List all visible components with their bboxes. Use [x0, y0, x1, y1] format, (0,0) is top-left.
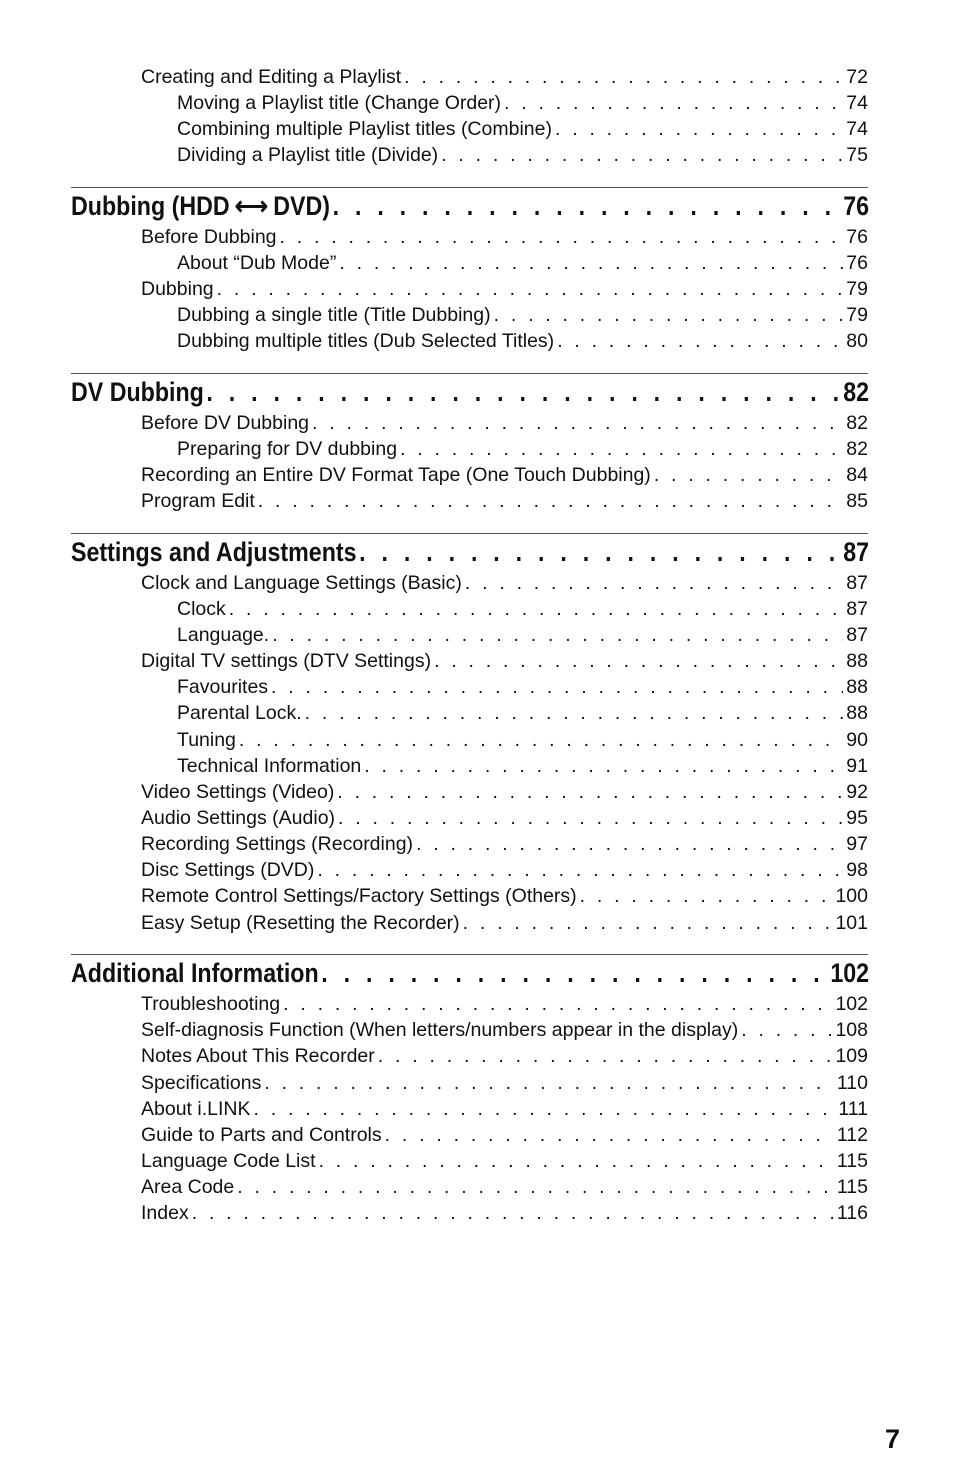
page-ref: 115 — [836, 1176, 868, 1198]
toc-subentry[interactable] — [177, 674, 868, 700]
page-ref: 76 — [846, 252, 868, 274]
dot-leader — [338, 805, 843, 831]
page-ref: 79 — [846, 278, 868, 300]
page-ref: 102 — [835, 993, 868, 1015]
toc-subentry[interactable] — [177, 596, 868, 622]
entry-title: Remote Control Settings/Factory Settings (Others) — [141, 885, 577, 907]
entry-title: Self-diagnosis Function (When letters/numbers appear in the display) — [141, 1019, 739, 1041]
entry-title: Clock and Language Settings (Basic) — [141, 572, 462, 594]
toc-subentry[interactable] — [177, 250, 868, 276]
toc-entry[interactable] — [141, 276, 868, 302]
entry-title: Video Settings (Video) — [141, 781, 335, 803]
dot-leader — [404, 64, 843, 90]
toc-entry[interactable] — [141, 570, 868, 596]
entry-title: Language. — [177, 624, 270, 646]
entry-title: Clock — [177, 598, 226, 620]
dot-leader — [319, 1148, 834, 1174]
toc-entry[interactable] — [141, 648, 868, 674]
page-ref: 111 — [838, 1098, 868, 1120]
entry-title: Troubleshooting — [141, 993, 281, 1015]
page-ref: 85 — [846, 490, 868, 512]
toc-subentry[interactable] — [177, 700, 868, 726]
toc-subentry[interactable] — [177, 90, 868, 116]
page-ref: 98 — [846, 859, 868, 881]
dot-leader — [321, 953, 827, 993]
toc-entry[interactable] — [141, 224, 868, 250]
page-number: 7 — [884, 1424, 900, 1454]
toc-subentry[interactable] — [177, 302, 868, 328]
dot-leader — [465, 570, 843, 596]
toc-entry[interactable] — [141, 805, 868, 831]
entry-title: Program Edit — [141, 490, 255, 512]
entry-title: Dividing a Playlist title (Divide) — [177, 144, 439, 166]
page-ref: 76 — [843, 191, 870, 221]
dot-leader — [333, 186, 841, 226]
section-title-part: DVD) — [273, 191, 331, 221]
page-ref: 112 — [836, 1124, 868, 1146]
dot-leader — [741, 1017, 832, 1043]
entry-title: Specifications — [141, 1072, 262, 1094]
toc-section-heading[interactable] — [71, 532, 869, 572]
toc-entry[interactable] — [141, 462, 868, 488]
toc-entry[interactable] — [141, 1174, 868, 1200]
page-ref: 102 — [830, 958, 870, 988]
entry-title: Moving a Playlist title (Change Order) — [177, 92, 502, 114]
section-title-part: Dubbing (HDD — [71, 191, 230, 221]
dot-leader — [416, 831, 843, 857]
dot-leader — [364, 753, 843, 779]
dot-leader — [253, 1096, 835, 1122]
dot-leader — [555, 116, 843, 142]
entry-title: Preparing for DV dubbing — [177, 438, 398, 460]
dot-leader — [504, 90, 843, 116]
dot-leader — [654, 462, 843, 488]
page-ref: 74 — [846, 92, 868, 114]
dot-leader — [385, 1122, 834, 1148]
page-ref: 82 — [846, 412, 868, 434]
toc-entry[interactable] — [141, 1017, 868, 1043]
dot-leader — [317, 857, 843, 883]
section-title: Additional Information — [71, 958, 319, 988]
entry-title: Before Dubbing — [141, 226, 277, 248]
entry-title: Area Code — [141, 1176, 235, 1198]
page-ref: 88 — [846, 650, 868, 672]
dot-leader — [441, 142, 843, 168]
page-ref: 87 — [843, 537, 870, 567]
entry-title: Audio Settings (Audio) — [141, 807, 336, 829]
dot-leader — [359, 532, 841, 572]
toc-section-heading[interactable] — [71, 186, 869, 226]
entry-title: Dubbing — [141, 278, 214, 300]
dot-leader — [463, 910, 833, 936]
dot-leader — [258, 488, 844, 514]
page-ref: 116 — [836, 1202, 868, 1224]
dot-leader — [557, 328, 843, 354]
dot-leader — [312, 410, 843, 436]
page-ref: 72 — [846, 66, 868, 88]
section-title — [71, 186, 330, 226]
page-ref: 82 — [846, 438, 868, 460]
dot-leader — [339, 250, 843, 276]
page-ref: 110 — [836, 1072, 868, 1094]
toc-section-heading[interactable] — [71, 372, 869, 412]
dot-leader — [271, 674, 843, 700]
page-ref: 87 — [846, 572, 868, 594]
toc-entry[interactable] — [141, 1096, 868, 1122]
entry-title: Dubbing multiple titles (Dub Selected Titles) — [177, 330, 555, 352]
dot-leader — [217, 276, 844, 302]
toc-subentry[interactable] — [177, 727, 868, 753]
page-ref: 82 — [843, 377, 870, 407]
toc-entry[interactable] — [141, 779, 868, 805]
entry-title: Easy Setup (Resetting the Recorder) — [141, 912, 460, 934]
page-ref: 95 — [846, 807, 868, 829]
page-ref: 79 — [846, 304, 868, 326]
section-title: Settings and Adjustments — [71, 537, 357, 567]
page-ref: 101 — [835, 912, 868, 934]
toc-subentry[interactable] — [177, 142, 868, 168]
toc-entry[interactable] — [141, 910, 868, 936]
toc-entry[interactable] — [141, 991, 868, 1017]
entry-title: Disc Settings (DVD) — [141, 859, 315, 881]
dot-leader — [272, 622, 843, 648]
toc-section-heading[interactable] — [71, 953, 869, 993]
dot-leader — [229, 596, 844, 622]
toc-subentry[interactable] — [177, 753, 868, 779]
toc-entry[interactable] — [141, 488, 868, 514]
dot-leader — [280, 224, 844, 250]
entry-title: Notes About This Recorder — [141, 1045, 375, 1067]
entry-title: Combining multiple Playlist titles (Combine) — [177, 118, 552, 140]
dot-leader — [434, 648, 843, 674]
entry-title: About “Dub Mode” — [177, 252, 337, 274]
page-ref: 108 — [835, 1019, 868, 1041]
entry-title: Technical Information — [177, 755, 362, 777]
page-ref: 76 — [846, 226, 868, 248]
toc-entry[interactable] — [141, 64, 868, 90]
toc-entry[interactable] — [141, 1148, 868, 1174]
dot-leader — [283, 991, 832, 1017]
dot-leader — [239, 727, 843, 753]
section-title: DV Dubbing — [71, 377, 204, 407]
page-ref: 91 — [846, 755, 868, 777]
page-ref: 92 — [846, 781, 868, 803]
toc-entry[interactable] — [141, 1122, 868, 1148]
dot-leader — [264, 1070, 834, 1096]
toc-entry[interactable] — [141, 1070, 868, 1096]
dot-leader — [378, 1043, 833, 1069]
entry-title: Guide to Parts and Controls — [141, 1124, 382, 1146]
double-arrow-icon: ⟷ — [234, 191, 269, 221]
page-ref: 87 — [846, 598, 868, 620]
page-ref: 115 — [836, 1150, 868, 1172]
page-ref: 88 — [846, 702, 868, 724]
entry-title: About i.LINK — [141, 1098, 251, 1120]
dot-leader — [494, 302, 844, 328]
dot-leader — [206, 372, 840, 412]
entry-title: Index — [141, 1202, 189, 1224]
entry-title: Digital TV settings (DTV Settings) — [141, 650, 432, 672]
entry-title: Dubbing a single title (Title Dubbing) — [177, 304, 491, 326]
toc-entry[interactable] — [141, 831, 868, 857]
entry-title: Creating and Editing a Playlist — [141, 66, 402, 88]
page-ref: 84 — [846, 464, 868, 486]
page-ref: 90 — [846, 729, 868, 751]
entry-title: Favourites — [177, 676, 269, 698]
page-ref: 97 — [846, 833, 868, 855]
entry-title: Recording an Entire DV Format Tape (One Touch Dubbing) — [141, 464, 651, 486]
toc-entry[interactable] — [141, 1200, 868, 1226]
page-ref: 100 — [835, 885, 868, 907]
entry-title: Language Code List — [141, 1150, 316, 1172]
dot-leader — [337, 779, 843, 805]
toc-subentry[interactable] — [177, 622, 868, 648]
dot-leader — [305, 700, 844, 726]
dot-leader — [237, 1174, 834, 1200]
entry-title: Tuning — [177, 729, 236, 751]
entry-title: Parental Lock. — [177, 702, 302, 724]
toc-entry[interactable] — [141, 410, 868, 436]
page-ref: 80 — [846, 330, 868, 352]
toc-entry[interactable] — [141, 883, 868, 909]
page-ref: 75 — [846, 144, 868, 166]
dot-leader — [580, 883, 833, 909]
page-ref: 74 — [846, 118, 868, 140]
toc-subentry[interactable] — [177, 436, 868, 462]
entry-title: Recording Settings (Recording) — [141, 833, 414, 855]
toc-subentry[interactable] — [177, 328, 868, 354]
dot-leader — [400, 436, 843, 462]
toc-entry[interactable] — [141, 1043, 868, 1069]
entry-title: Before DV Dubbing — [141, 412, 310, 434]
toc-subentry[interactable] — [177, 116, 868, 142]
page-ref: 88 — [846, 676, 868, 698]
dot-leader — [192, 1200, 834, 1226]
page-ref: 87 — [846, 624, 868, 646]
page-ref: 109 — [835, 1045, 868, 1067]
toc-entry[interactable] — [141, 857, 868, 883]
